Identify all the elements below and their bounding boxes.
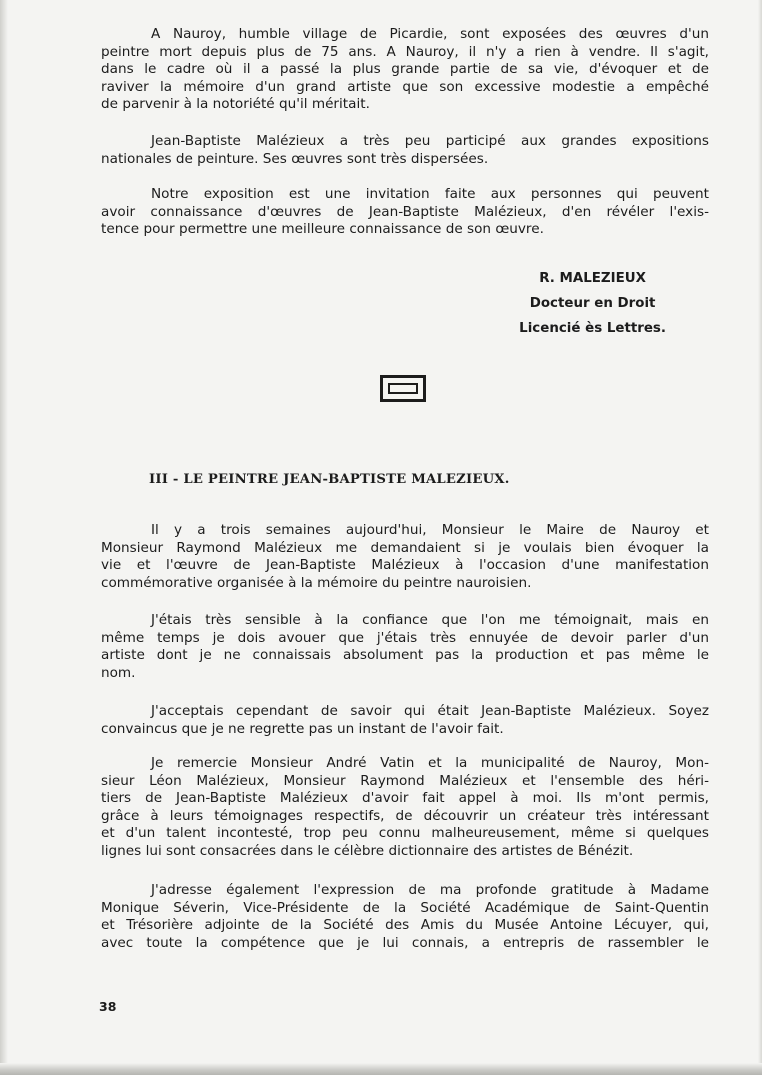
text-line: convaincus que je ne regrette pas un instant de l'avoir fait. bbox=[101, 720, 504, 737]
text-line: commémorative organisée à la mémoire du peintre nauroisien. bbox=[101, 574, 532, 591]
text-line: grâce à leurs témoignages respectifs, de découvrir un créateur très intéressant bbox=[101, 807, 709, 824]
page-binding-shadow bbox=[0, 0, 8, 1075]
author-signature-block bbox=[519, 266, 666, 341]
text-line: Je remercie Monsieur André Vatin et la municipalité de Nauroy, Mon- bbox=[151, 755, 709, 771]
text-line: lignes lui sont consacrées dans le célèbre dictionnaire des artistes de Bénézit. bbox=[101, 842, 634, 859]
text-line: Jean-Baptiste Malézieux a très peu participé aux grandes expositions bbox=[151, 133, 709, 149]
section-paragraph-2 bbox=[101, 612, 709, 682]
text-line: Notre exposition est une invitation faite aux personnes qui peuvent bbox=[151, 186, 709, 202]
text-line: avec toute la compétence que je lui connais, a entrepris de rassembler le bbox=[101, 934, 709, 951]
text-line: artiste dont je ne connaissais absolument pas la production et pas même le bbox=[101, 647, 709, 664]
text-line: et d'un talent incontesté, trop peu connu malheureusement, même si quelques bbox=[101, 825, 709, 842]
text-line: Monique Séverin, Vice-Présidente de la Société Académique de Saint-Quentin bbox=[101, 899, 709, 916]
text-line: vie et l'œuvre de Jean-Baptiste Malézieux à l'occasion d'une manifestation bbox=[101, 557, 709, 574]
text-line: avoir connaissance d'œuvres de Jean-Baptiste Malézieux, d'en révéler l'exis- bbox=[101, 203, 709, 220]
text-line: de parvenir à la notoriété qu'il méritait. bbox=[101, 96, 370, 113]
intro-paragraph-3 bbox=[101, 186, 709, 239]
text-line: tence pour permettre une meilleure connaissance de son œuvre. bbox=[101, 221, 544, 238]
author-title-law: Docteur en Droit bbox=[529, 296, 656, 311]
text-line: nom. bbox=[101, 664, 136, 681]
intro-paragraph-1 bbox=[101, 26, 709, 114]
page-right-edge bbox=[758, 0, 762, 1075]
text-line: Il y a trois semaines aujourd'hui, Monsieur le Maire de Nauroy et bbox=[151, 522, 709, 538]
section-paragraph-1 bbox=[101, 522, 709, 592]
page-bottom-edge bbox=[0, 1063, 762, 1075]
text-line: même temps je dois avouer que j'étais très ennuyée de devoir parler d'un bbox=[101, 629, 709, 646]
text-line: A Nauroy, humble village de Picardie, sont exposées des œuvres d'un bbox=[151, 26, 709, 42]
author-title-letters: Licencié ès Lettres. bbox=[519, 321, 666, 336]
text-line: J'acceptais cependant de savoir qui était Jean-Baptiste Malézieux. Soyez bbox=[151, 703, 709, 719]
section-divider-ornament bbox=[380, 375, 426, 402]
text-line: Monsieur Raymond Malézieux me demandaient si je voulais bien évoquer la bbox=[101, 539, 709, 556]
page-number: 38 bbox=[99, 999, 117, 1014]
text-line: raviver la mémoire d'un grand artiste que son excessive modestie a empêché bbox=[101, 78, 709, 95]
section-heading: III - LE PEINTRE JEAN-BAPTISTE MALEZIEUX. bbox=[149, 472, 510, 487]
text-line: J'étais très sensible à la confiance que l'on me témoignait, mais en bbox=[151, 612, 709, 628]
section-paragraph-5 bbox=[101, 882, 709, 952]
text-line: J'adresse également l'expression de ma profonde gratitude à Madame bbox=[151, 882, 709, 898]
author-name: R. MALEZIEUX bbox=[539, 271, 646, 286]
text-line: dans le cadre où il a passé la plus grande partie de sa vie, d'évoquer et de bbox=[101, 61, 709, 78]
text-line: peintre mort depuis plus de 75 ans. A Nauroy, il n'y a rien à vendre. Il s'agit, bbox=[101, 43, 709, 60]
text-line: nationales de peinture. Ses œuvres sont très dispersées. bbox=[101, 150, 489, 167]
text-line: tiers de Jean-Baptiste Malézieux d'avoir fait appel à moi. Ils m'ont permis, bbox=[101, 790, 709, 807]
intro-paragraph-2 bbox=[101, 133, 709, 168]
text-line: sieur Léon Malézieux, Monsieur Raymond Malézieux et l'ensemble des héri- bbox=[101, 772, 709, 789]
text-line: et Trésorière adjointe de la Société des Amis du Musée Antoine Lécuyer, qui, bbox=[101, 917, 709, 934]
section-paragraph-4 bbox=[101, 755, 709, 861]
section-paragraph-3 bbox=[101, 703, 709, 738]
